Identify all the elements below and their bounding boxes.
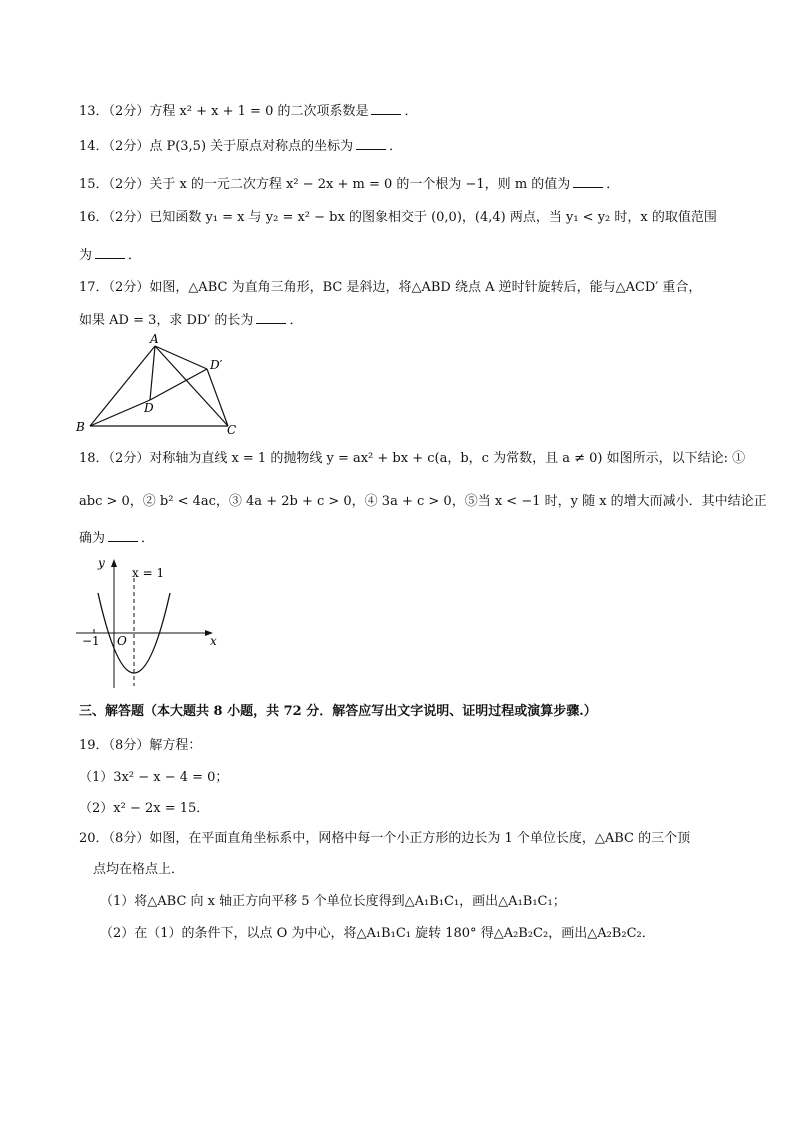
question-18-text: 确为 <box>79 531 106 546</box>
question-14-text: 14．（2分）点 P(3,5) 关于原点对称点的坐标为 <box>79 139 354 154</box>
label-B: B <box>76 420 85 434</box>
segment-DDp <box>150 369 207 400</box>
section-title: 三、解答题（本大题共 8 小题，共 72 分．解答应写出文字说明、证明过程或演算步骤.） <box>79 704 597 719</box>
answer-blank <box>108 529 138 542</box>
question-17-line1: 17．（2分）如图，△ABC 为直角三角形，BC 是斜边，将△ABD 绕点 A 逆时针旋转后，能与△ACD′ 重合， <box>79 280 702 295</box>
question-18-line2: abc > 0，② b² < 4ac，③ 4a + 2b + c > 0，④ 3a + c > 0，⑤当 x < −1 时，y 随 x 的增大而减小．其中结论正 <box>79 494 767 509</box>
answer-blank <box>256 311 286 324</box>
label-symmetry: x = 1 <box>132 566 165 580</box>
label-A: A <box>150 332 159 346</box>
question-17-text: 如果 AD = 3，求 DD′ 的长为 <box>79 313 254 328</box>
question-13 <box>79 102 417 121</box>
answer-blank <box>95 246 125 259</box>
label-y: y <box>98 556 105 570</box>
label-neg1: −1 <box>82 634 100 648</box>
answer-blank <box>371 102 401 115</box>
question-19-part2: （2）x² − 2x = 15． <box>79 801 210 816</box>
parabola-figure <box>74 553 224 693</box>
question-18-line1: 18．（2分）对称轴为直线 x = 1 的抛物线 y = ax² + bx + c(a，b，c 为常数，且 a ≠ 0) 如图所示，以下结论: ① <box>79 451 746 466</box>
punct: ． <box>404 104 418 119</box>
question-16-line2 <box>79 246 141 265</box>
question-17-line2 <box>79 311 302 330</box>
question-18-line3 <box>79 529 154 548</box>
label-D: D <box>144 401 154 415</box>
label-D-prime: D′ <box>210 358 223 372</box>
label-C: C <box>227 423 237 437</box>
question-14 <box>79 137 402 156</box>
question-16-text: 为 <box>79 248 93 263</box>
question-19-stem: 19．（8分）解方程： <box>79 738 202 753</box>
question-15-text: 15．（2分）关于 x 的一元二次方程 x² − 2x + m = 0 的一个根为 −1，则 m 的值为 <box>79 177 571 192</box>
label-O: O <box>117 634 127 648</box>
punct: ． <box>141 531 155 546</box>
question-19-part1: （1）3x² − x − 4 = 0； <box>79 770 229 785</box>
question-20-line2: 点均在格点上． <box>93 862 185 877</box>
question-20-line1: 20．（8分）如图，在平面直角坐标系中，网格中每一个小正方形的边长为 1 个单位长度，△ABC 的三个顶 <box>79 831 691 846</box>
segment-BD <box>90 400 150 426</box>
question-20-part1: （1）将△ABC 向 x 轴正方向平移 5 个单位长度得到△A₁B₁C₁，画出△A₁B₁C₁； <box>100 894 566 909</box>
question-16-line1: 16．（2分）已知函数 y₁ = x 与 y₂ = x² − bx 的图象相交于 (0,0)，(4,4) 两点，当 y₁ < y₂ 时，x 的取值范围 <box>79 210 717 225</box>
segment-AD <box>150 346 155 400</box>
segment-CDp <box>207 369 228 426</box>
question-13-text: 13．（2分）方程 x² + x + 1 = 0 的二次项系数是 <box>79 104 369 119</box>
question-15 <box>79 175 619 194</box>
label-x: x <box>210 634 217 648</box>
y-axis-arrow <box>111 559 117 567</box>
question-20-part2: （2）在（1）的条件下，以点 O 为中心，将△A₁B₁C₁ 旋转 180° 得△A₂B₂C₂，画出△A₂B₂C₂． <box>100 926 655 941</box>
punct: ． <box>606 177 620 192</box>
punct: ． <box>128 248 142 263</box>
answer-blank <box>356 137 386 150</box>
answer-blank <box>573 175 603 188</box>
punct: ． <box>389 139 403 154</box>
triangle-figure <box>70 332 250 437</box>
punct: ． <box>289 313 303 328</box>
segment-ADp <box>155 346 207 369</box>
